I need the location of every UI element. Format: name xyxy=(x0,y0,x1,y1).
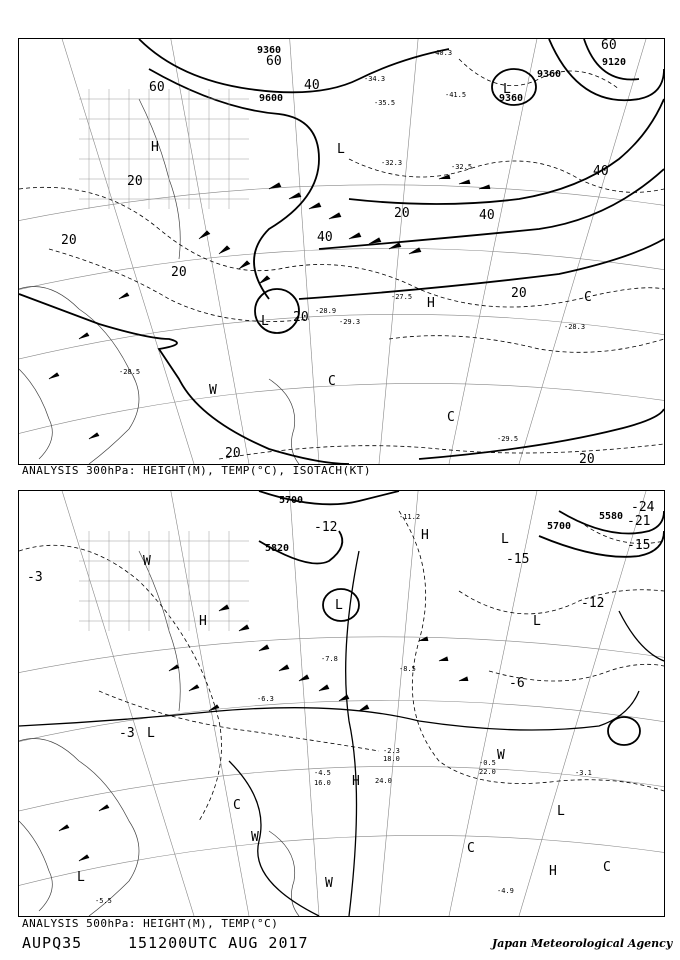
temp-value: -27.5 xyxy=(391,293,413,301)
low-center: L xyxy=(557,804,565,819)
caption-300hpa: ANALYSIS 300hPa: HEIGHT(M), TEMP(°C), ISOTACH(KT) xyxy=(22,464,372,477)
map-300hpa-svg xyxy=(19,39,664,464)
temp-contour-label: -15 xyxy=(627,538,651,553)
map-500hpa-svg xyxy=(19,491,664,916)
cold-center: C xyxy=(603,860,611,875)
isotach-label: 20 xyxy=(225,446,241,461)
hatched-area xyxy=(79,89,249,209)
graticule xyxy=(19,491,664,916)
low-center: L xyxy=(533,614,541,629)
isotach-labels xyxy=(61,39,617,464)
chart-code: AUPQ35 xyxy=(22,934,83,952)
temp-value: -11.2 xyxy=(399,513,421,521)
temp-value: -5.5 xyxy=(95,897,112,905)
high-center: H xyxy=(549,864,557,879)
temp-value: -28.3 xyxy=(564,323,586,331)
height-label: 5700 xyxy=(279,495,304,506)
temp-value: 24.0 xyxy=(375,777,392,785)
cold-center: C xyxy=(584,290,592,305)
cold-center: C xyxy=(328,374,336,389)
temp-value: -28.5 xyxy=(119,368,141,376)
temp-value: -7.8 xyxy=(321,655,338,663)
map-panel-500hpa xyxy=(18,490,665,917)
cold-center: C xyxy=(467,841,475,856)
isotach-label: 20 xyxy=(579,452,595,464)
coastline xyxy=(19,551,299,916)
temp-value: -3.1 xyxy=(575,769,592,777)
isotach-label: 20 xyxy=(511,286,527,301)
low-center: L xyxy=(335,598,343,613)
height-label: 9360 xyxy=(499,93,524,104)
height-label: 9120 xyxy=(602,57,627,68)
temp-contour-label: -12 xyxy=(581,596,605,611)
height-label: 9600 xyxy=(259,93,284,104)
temp-value: -35.5 xyxy=(374,99,396,107)
height-label: 5700 xyxy=(547,521,572,532)
warm-center: W xyxy=(251,830,259,845)
temp-value: -34.3 xyxy=(364,75,386,83)
isotach-label: 40 xyxy=(593,164,609,179)
temp-contour-label: -3 xyxy=(119,726,135,741)
temp-value: -40.3 xyxy=(431,49,453,57)
isotach-label: 20 xyxy=(171,265,187,280)
temp-contour-label: -24 xyxy=(631,500,655,515)
low-center: L xyxy=(337,142,345,157)
isotach-label: 20 xyxy=(127,174,143,189)
isotach-label: 40 xyxy=(304,78,320,93)
low-center: L xyxy=(147,726,155,741)
isotach-label: 20 xyxy=(394,206,410,221)
temp-value: -32.5 xyxy=(451,163,473,171)
temp-contour-label: -15 xyxy=(506,552,530,567)
hatched-area xyxy=(79,531,249,631)
height-label: 9360 xyxy=(257,45,282,56)
height-contours xyxy=(19,39,664,464)
caption-500hpa: ANALYSIS 500hPa: HEIGHT(M), TEMP(°C) xyxy=(22,917,279,930)
wind-barbs xyxy=(49,175,490,439)
temp-value: -0.5 xyxy=(479,759,496,767)
isotach-label: 60 xyxy=(601,39,617,53)
agency-name: Japan Meteorological Agency xyxy=(492,937,673,950)
temp-value: 16.0 xyxy=(314,779,331,787)
low-center: L xyxy=(501,532,509,547)
temp-contour-label: -21 xyxy=(627,514,651,529)
isotach-label: 20 xyxy=(293,310,309,325)
isotach-label: 40 xyxy=(479,208,495,223)
warm-center: W xyxy=(497,748,505,763)
temp-value: -29.5 xyxy=(497,435,519,443)
height-label: 9360 xyxy=(537,69,562,80)
height-label: 5580 xyxy=(599,511,624,522)
high-center: H xyxy=(151,140,159,155)
high-center: H xyxy=(421,528,429,543)
temp-value: 22.0 xyxy=(479,768,496,776)
temp-value: -32.3 xyxy=(381,159,403,167)
temp-contour-label: -12 xyxy=(314,520,338,535)
cold-center: C xyxy=(447,410,455,425)
temp-value: -4.5 xyxy=(314,769,331,777)
isotach-label: 40 xyxy=(317,230,333,245)
temp-value: -41.5 xyxy=(445,91,467,99)
cold-center: C xyxy=(233,798,241,813)
isotach-label: 60 xyxy=(266,54,282,69)
high-center: H xyxy=(352,774,360,789)
isotach-label: 60 xyxy=(149,80,165,95)
low-center: L xyxy=(77,870,85,885)
isotach-label: 20 xyxy=(61,233,77,248)
valid-time: 151200UTC AUG 2017 xyxy=(128,934,309,952)
height-label: 5820 xyxy=(265,543,290,554)
low-center: L xyxy=(503,82,511,97)
temp-value: -28.9 xyxy=(315,307,337,315)
temp-value: -29.3 xyxy=(339,318,361,326)
graticule xyxy=(19,39,664,464)
temp-value: -4.9 xyxy=(497,887,514,895)
temp-value: -6.3 xyxy=(257,695,274,703)
high-center: H xyxy=(199,614,207,629)
warm-center: W xyxy=(209,383,217,398)
high-center: H xyxy=(427,296,435,311)
temp-contour-label: -3 xyxy=(27,570,43,585)
temp-contour-label: -6 xyxy=(509,676,525,691)
warm-center: W xyxy=(325,876,333,891)
low-center: L xyxy=(261,314,269,329)
warm-center: W xyxy=(143,554,151,569)
temp-value: -2.3 xyxy=(383,747,400,755)
temp-value: -8.5 xyxy=(399,665,416,673)
coastline xyxy=(19,99,299,464)
temp-value: 18.0 xyxy=(383,755,400,763)
map-panel-300hpa xyxy=(18,38,665,465)
